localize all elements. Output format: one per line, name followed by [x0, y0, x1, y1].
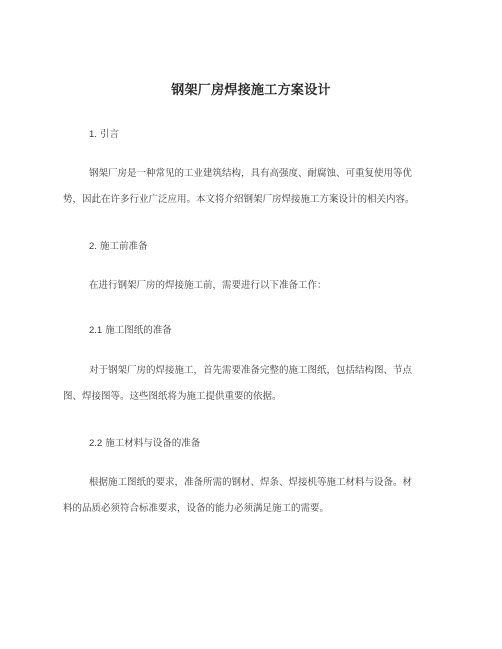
paragraph-line: 对于钢架厂房的焊接施工，首先需要准备完整的施工图纸，包括结构图、节点 [89, 365, 413, 376]
paragraph-preparation [89, 273, 429, 299]
section-number: 2.1 [89, 325, 103, 336]
paragraph-intro [63, 161, 429, 213]
section-heading-text: 施工图纸的准备 [102, 325, 172, 336]
paragraph-line: 根据施工图纸的要求，准备所需的钢材、焊条、焊接机等施工材料与设备。材 [89, 477, 413, 488]
document-title: 钢架厂房焊接施工方案设计 [171, 83, 331, 98]
section-heading-2-1 [89, 322, 172, 336]
section-heading-text: 施工材料与设备的准备 [102, 438, 201, 449]
section-heading-text: 引言 [96, 129, 119, 140]
paragraph-materials [63, 470, 429, 522]
paragraph-drawings [63, 358, 429, 410]
paragraph-line: 钢架厂房是一种常见的工业建筑结构，具有高强度、耐腐蚀、可重复使用等优 [89, 168, 413, 179]
paragraph-line: 势，因此在许多行业广泛应用。本文将介绍钢架厂房焊接施工方案设计的相关内容。 [63, 194, 415, 205]
paragraph-line: 料的品质必须符合标准要求，设备的能力必须满足施工的需要。 [63, 503, 330, 514]
section-number: 2. [89, 241, 97, 252]
section-heading-2-2 [89, 435, 200, 449]
section-heading-1 [89, 126, 119, 140]
section-number: 1. [89, 129, 97, 140]
section-heading-text: 施工前准备 [96, 241, 148, 252]
section-heading-2 [89, 238, 147, 252]
paragraph-line: 在进行钢架厂房的焊接施工前，需要进行以下准备工作： [89, 280, 327, 291]
paragraph-line: 图、焊接图等。这些图纸将为施工提供重要的依据。 [63, 391, 282, 402]
section-number: 2.2 [89, 438, 103, 449]
